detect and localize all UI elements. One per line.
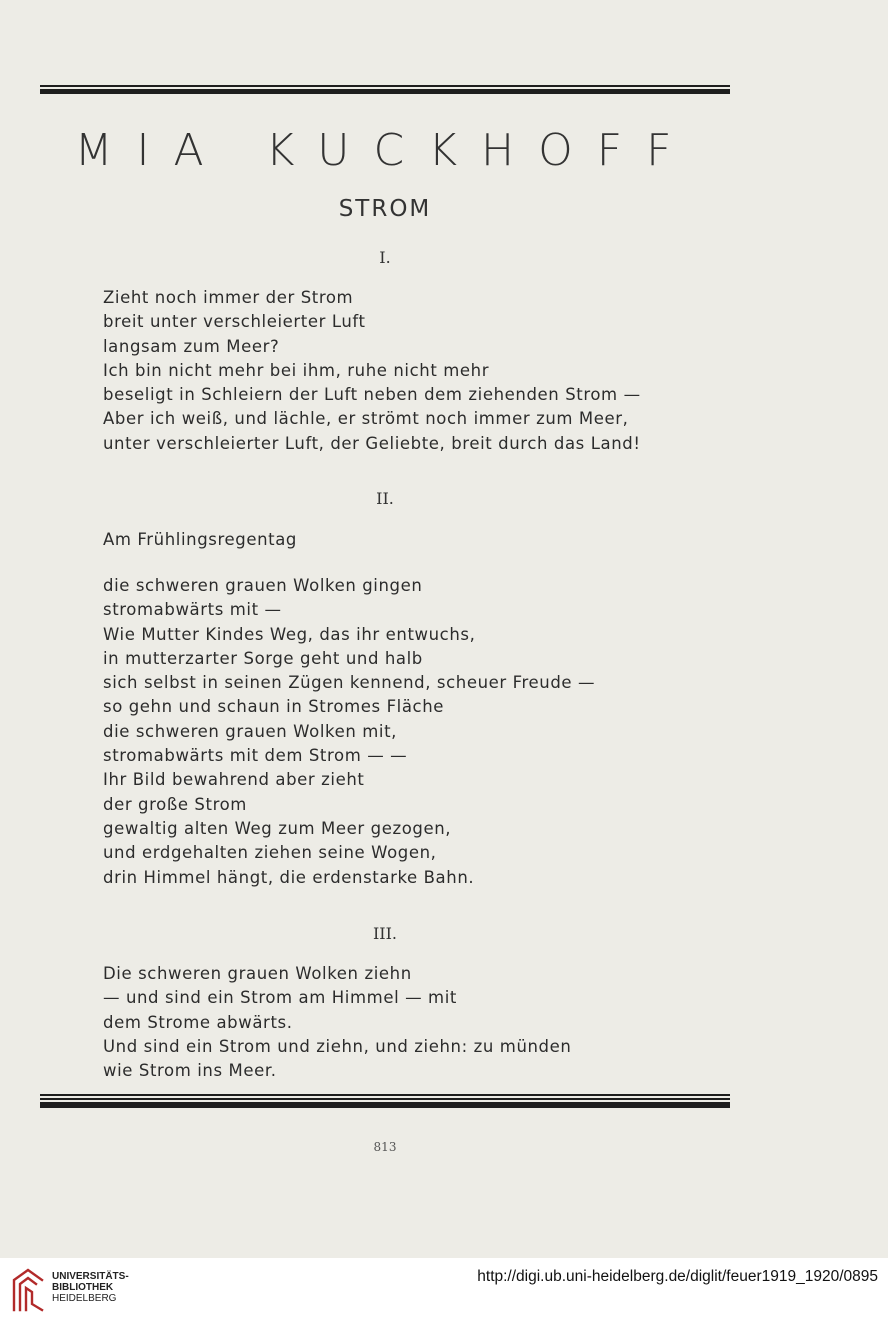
poem-line: wie Strom ins Meer. xyxy=(103,1061,277,1081)
poem-line: sich selbst in seinen Zügen kennend, scheuer Freude — xyxy=(103,673,596,693)
library-name-line-3: HEIDELBERG xyxy=(52,1293,117,1304)
bottom-triple-rule xyxy=(40,1094,730,1108)
poem-line: beseligt in Schleiern der Luft neben dem ziehenden Strom — xyxy=(103,385,641,405)
poem-line: drin Himmel hängt, die erdenstarke Bahn. xyxy=(103,867,475,887)
poem-line: Ich bin nicht mehr bei ihm, ruhe nicht mehr xyxy=(103,360,490,380)
poem-line: langsam zum Meer? xyxy=(103,336,280,356)
poem-line: die schweren grauen Wolken gingen xyxy=(103,576,423,595)
poem-line: so gehn und schaun in Stromes Fläche xyxy=(103,697,445,717)
poem-title: STROM xyxy=(338,196,432,222)
poem-line: Zieht noch immer der Strom xyxy=(103,288,354,307)
poem-line: Wie Mutter Kindes Weg, das ihr entwuchs, xyxy=(103,624,476,644)
top-double-rule xyxy=(40,85,730,94)
poem-line: Am Frühlingsregentag xyxy=(103,530,297,549)
poem-line: stromabwärts mit — xyxy=(103,600,282,620)
stanza-2-2 xyxy=(103,574,595,890)
stanza-3-1 xyxy=(103,962,571,1083)
section-numeral-2: II. xyxy=(376,489,394,508)
poem-line: stromabwärts mit dem Strom — — xyxy=(103,746,408,766)
poem-line: breit unter verschleierter Luft xyxy=(103,312,366,332)
poem-line: die schweren grauen Wolken mit, xyxy=(103,721,397,741)
poem-line: Aber ich weiß, und lächle, er strömt noch immer zum Meer, xyxy=(103,409,629,429)
poem-line: gewaltig alten Weg zum Meer gezogen, xyxy=(103,818,452,838)
poem-line: in mutterzarter Sorge geht und halb xyxy=(103,648,423,668)
library-name xyxy=(52,1271,129,1304)
section-numeral-3: III. xyxy=(372,924,398,943)
stanza-2-1 xyxy=(103,528,297,552)
poem-line: unter verschleierter Luft, der Geliebte, breit durch das Land! xyxy=(103,433,641,453)
poem-line: der große Strom xyxy=(103,794,247,814)
digitization-footer xyxy=(0,1258,888,1322)
library-name-line-1: UNIVERSITÄTS- xyxy=(52,1271,129,1282)
poem-line: — und sind ein Strom am Himmel — mit xyxy=(103,988,457,1008)
page-number: 813 xyxy=(373,1140,397,1154)
source-url[interactable]: http://digi.ub.uni-heidelberg.de/diglit/feuer1919_1920/0895 xyxy=(477,1268,878,1285)
author-heading: MIA KUCKHOFF xyxy=(74,125,696,176)
poem-line: und erdgehalten ziehen seine Wogen, xyxy=(103,843,437,863)
stanza-1-1 xyxy=(103,286,641,456)
poem-line: Ihr Bild bewahrend aber zieht xyxy=(103,770,365,790)
university-library-logo-icon xyxy=(8,1266,48,1316)
poem-line: Die schweren grauen Wolken ziehn xyxy=(103,964,412,983)
poem-line: dem Strome abwärts. xyxy=(103,1012,293,1032)
poem-line: Und sind ein Strom und ziehn, und ziehn: zu münden xyxy=(103,1036,572,1056)
library-name-line-2: BIBLIOTHEK xyxy=(52,1282,114,1293)
section-numeral-1: I. xyxy=(379,248,391,267)
